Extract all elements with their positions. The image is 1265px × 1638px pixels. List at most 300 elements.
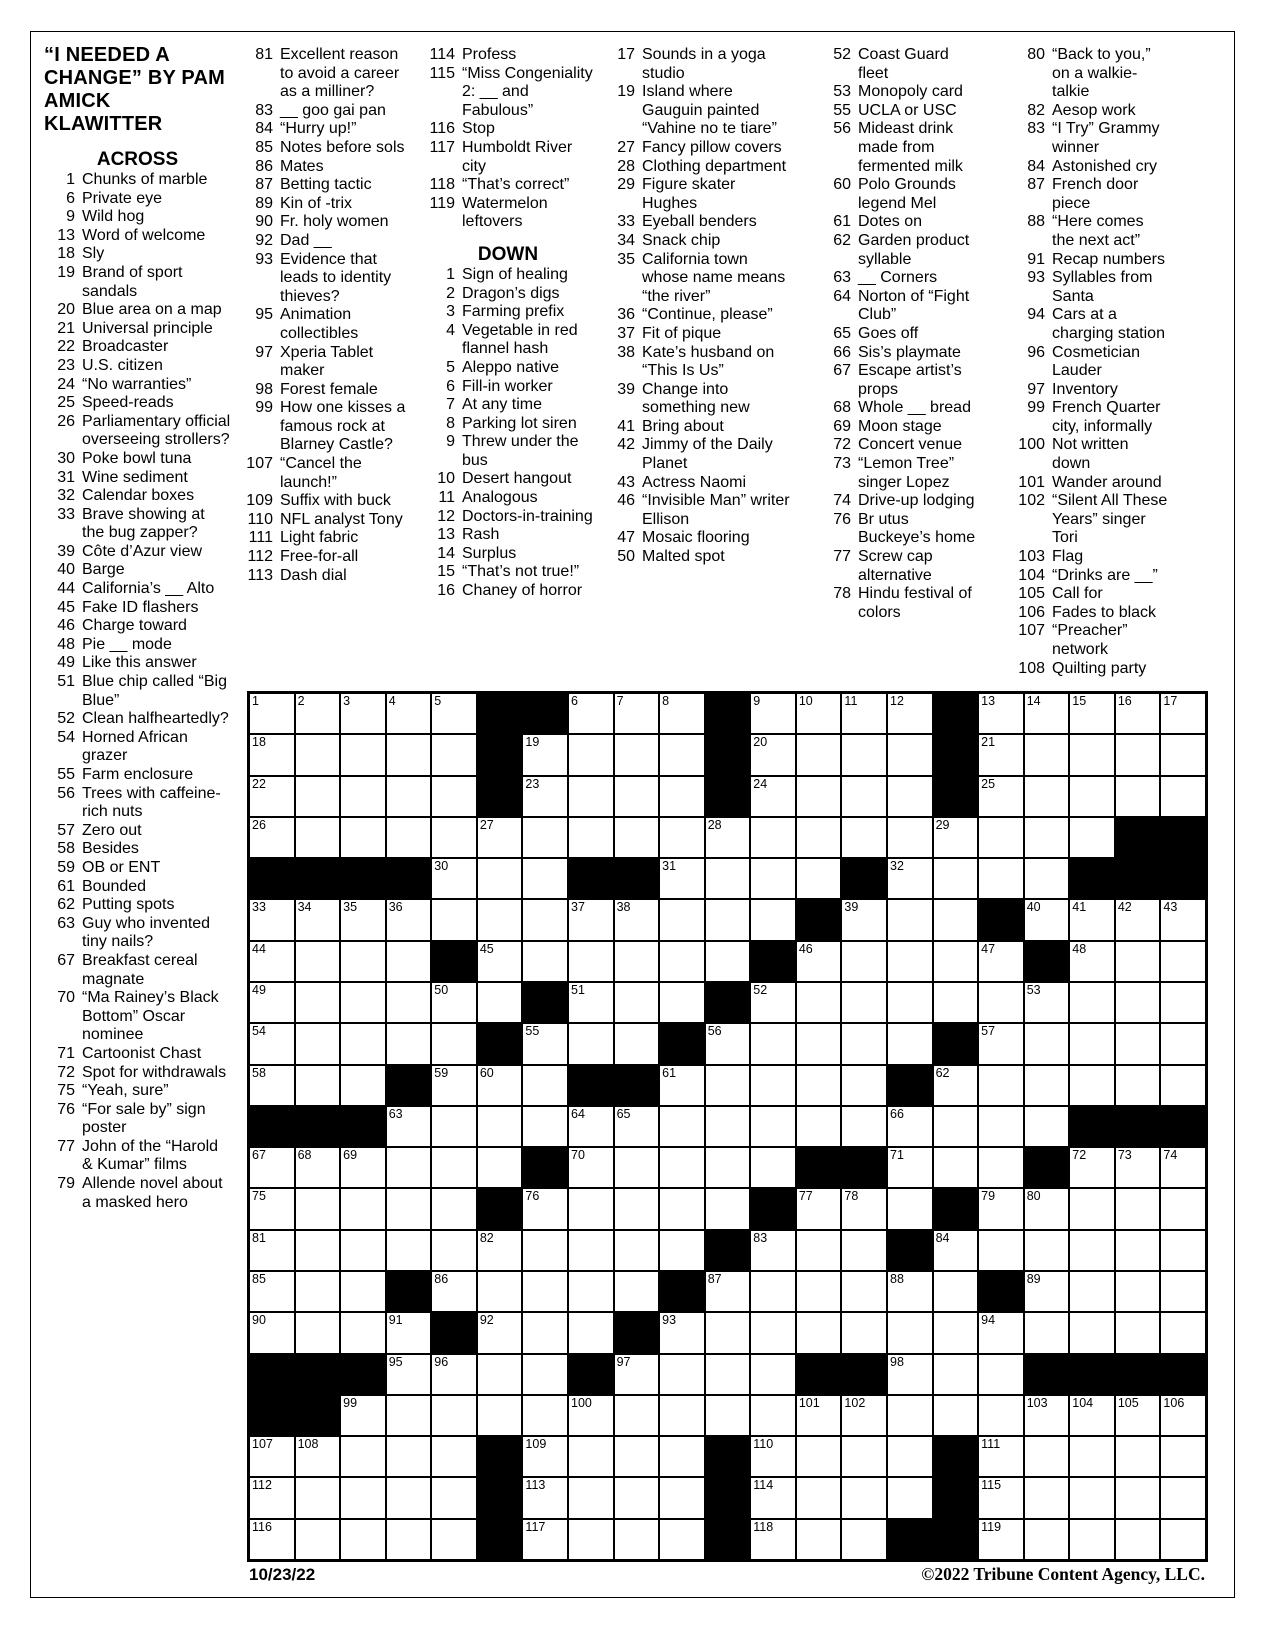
grid-cell[interactable] <box>1116 1313 1160 1352</box>
grid-cell[interactable] <box>660 1396 704 1435</box>
grid-cell[interactable] <box>979 1024 1023 1063</box>
grid-cell[interactable] <box>341 1520 385 1559</box>
grid-cell[interactable] <box>706 1272 750 1311</box>
grid-cell[interactable] <box>842 1107 886 1146</box>
grid-cell[interactable] <box>842 1066 886 1105</box>
grid-cell[interactable] <box>1116 735 1160 774</box>
grid-cell[interactable] <box>341 1024 385 1063</box>
grid-cell[interactable] <box>615 1478 659 1517</box>
grid-cell[interactable] <box>797 983 841 1022</box>
grid-cell[interactable] <box>341 1231 385 1270</box>
grid-cell[interactable] <box>569 942 613 981</box>
grid-cell[interactable] <box>888 1272 932 1311</box>
grid-cell[interactable] <box>706 1313 750 1352</box>
grid-cell[interactable] <box>341 1189 385 1228</box>
grid-cell[interactable] <box>979 1231 1023 1270</box>
grid-cell[interactable] <box>706 900 750 939</box>
grid-cell[interactable] <box>660 1148 704 1187</box>
grid-cell[interactable] <box>751 735 795 774</box>
grid-cell[interactable] <box>979 1107 1023 1146</box>
grid-cell[interactable] <box>432 694 476 733</box>
grid-cell[interactable] <box>296 818 340 857</box>
grid-cell[interactable] <box>1025 859 1069 898</box>
grid-cell[interactable] <box>751 983 795 1022</box>
grid-cell[interactable] <box>660 694 704 733</box>
grid-cell[interactable] <box>934 1396 978 1435</box>
grid-cell[interactable] <box>888 694 932 733</box>
grid-cell[interactable] <box>341 942 385 981</box>
grid-cell[interactable] <box>1025 818 1069 857</box>
grid-cell[interactable] <box>1070 942 1114 981</box>
grid-cell[interactable] <box>387 900 431 939</box>
grid-cell[interactable] <box>432 777 476 816</box>
grid-cell[interactable] <box>615 1396 659 1435</box>
grid-cell[interactable] <box>250 777 294 816</box>
grid-cell[interactable] <box>615 942 659 981</box>
grid-cell[interactable] <box>979 1148 1023 1187</box>
grid-cell[interactable] <box>432 1148 476 1187</box>
grid-cell[interactable] <box>660 1520 704 1559</box>
grid-cell[interactable] <box>706 1107 750 1146</box>
grid-cell[interactable] <box>842 1024 886 1063</box>
grid-cell[interactable] <box>296 1231 340 1270</box>
grid-cell[interactable] <box>432 1437 476 1476</box>
grid-cell[interactable] <box>660 900 704 939</box>
grid-cell[interactable] <box>387 1478 431 1517</box>
grid-cell[interactable] <box>1161 1024 1205 1063</box>
grid-cell[interactable] <box>1116 983 1160 1022</box>
grid-cell[interactable] <box>1025 1272 1069 1311</box>
grid-cell[interactable] <box>842 900 886 939</box>
grid-cell[interactable] <box>478 859 522 898</box>
grid-cell[interactable] <box>432 1107 476 1146</box>
grid-cell[interactable] <box>888 1478 932 1517</box>
grid-cell[interactable] <box>387 942 431 981</box>
grid-cell[interactable] <box>979 1437 1023 1476</box>
grid-cell[interactable] <box>888 1313 932 1352</box>
grid-cell[interactable] <box>296 777 340 816</box>
grid-cell[interactable] <box>296 1189 340 1228</box>
grid-cell[interactable] <box>387 1189 431 1228</box>
grid-cell[interactable] <box>751 1520 795 1559</box>
grid-cell[interactable] <box>706 818 750 857</box>
grid-cell[interactable] <box>478 1272 522 1311</box>
grid-cell[interactable] <box>569 818 613 857</box>
grid-cell[interactable] <box>934 1313 978 1352</box>
grid-cell[interactable] <box>615 1024 659 1063</box>
grid-cell[interactable] <box>706 1189 750 1228</box>
grid-cell[interactable] <box>569 1189 613 1228</box>
grid-cell[interactable] <box>296 735 340 774</box>
grid-cell[interactable] <box>706 1148 750 1187</box>
grid-cell[interactable] <box>934 818 978 857</box>
grid-cell[interactable] <box>387 1148 431 1187</box>
grid-cell[interactable] <box>1025 983 1069 1022</box>
grid-cell[interactable] <box>1025 1066 1069 1105</box>
grid-cell[interactable] <box>250 1272 294 1311</box>
grid-cell[interactable] <box>387 1396 431 1435</box>
grid-cell[interactable] <box>842 1396 886 1435</box>
grid-cell[interactable] <box>1116 1396 1160 1435</box>
grid-cell[interactable] <box>1025 1107 1069 1146</box>
grid-cell[interactable] <box>751 1024 795 1063</box>
grid-cell[interactable] <box>660 735 704 774</box>
grid-cell[interactable] <box>888 942 932 981</box>
grid-cell[interactable] <box>1025 1520 1069 1559</box>
grid-cell[interactable] <box>478 900 522 939</box>
grid-cell[interactable] <box>341 1272 385 1311</box>
grid-cell[interactable] <box>250 1066 294 1105</box>
grid-cell[interactable] <box>1070 735 1114 774</box>
grid-cell[interactable] <box>934 942 978 981</box>
grid-cell[interactable] <box>1070 1313 1114 1352</box>
grid-cell[interactable] <box>751 1148 795 1187</box>
grid-cell[interactable] <box>523 1231 567 1270</box>
grid-cell[interactable] <box>842 1313 886 1352</box>
grid-cell[interactable] <box>569 1520 613 1559</box>
grid-cell[interactable] <box>523 1272 567 1311</box>
grid-cell[interactable] <box>888 735 932 774</box>
grid-cell[interactable] <box>1161 1231 1205 1270</box>
grid-cell[interactable] <box>797 859 841 898</box>
grid-cell[interactable] <box>888 1107 932 1146</box>
grid-cell[interactable] <box>888 1024 932 1063</box>
grid-cell[interactable] <box>569 1272 613 1311</box>
grid-cell[interactable] <box>615 818 659 857</box>
grid-cell[interactable] <box>979 777 1023 816</box>
grid-cell[interactable] <box>934 983 978 1022</box>
grid-cell[interactable] <box>523 1189 567 1228</box>
grid-cell[interactable] <box>341 1396 385 1435</box>
grid-cell[interactable] <box>250 1148 294 1187</box>
grid-cell[interactable] <box>1161 1437 1205 1476</box>
grid-cell[interactable] <box>751 1355 795 1394</box>
grid-cell[interactable] <box>1070 1066 1114 1105</box>
grid-cell[interactable] <box>569 900 613 939</box>
grid-cell[interactable] <box>797 942 841 981</box>
grid-cell[interactable] <box>523 818 567 857</box>
grid-cell[interactable] <box>797 1272 841 1311</box>
grid-cell[interactable] <box>615 983 659 1022</box>
grid-cell[interactable] <box>478 818 522 857</box>
grid-cell[interactable] <box>751 1107 795 1146</box>
grid-cell[interactable] <box>888 1148 932 1187</box>
grid-cell[interactable] <box>1116 1437 1160 1476</box>
grid-cell[interactable] <box>250 983 294 1022</box>
grid-cell[interactable] <box>615 1148 659 1187</box>
grid-cell[interactable] <box>341 983 385 1022</box>
grid-cell[interactable] <box>797 694 841 733</box>
grid-cell[interactable] <box>250 1189 294 1228</box>
grid-cell[interactable] <box>341 1066 385 1105</box>
grid-cell[interactable] <box>660 1313 704 1352</box>
grid-cell[interactable] <box>296 1478 340 1517</box>
grid-cell[interactable] <box>888 900 932 939</box>
grid-cell[interactable] <box>341 735 385 774</box>
grid-cell[interactable] <box>523 777 567 816</box>
grid-cell[interactable] <box>341 1478 385 1517</box>
grid-cell[interactable] <box>387 1520 431 1559</box>
grid-cell[interactable] <box>842 942 886 981</box>
grid-cell[interactable] <box>250 900 294 939</box>
grid-cell[interactable] <box>569 1024 613 1063</box>
grid-cell[interactable] <box>523 1396 567 1435</box>
grid-cell[interactable] <box>296 942 340 981</box>
grid-cell[interactable] <box>615 777 659 816</box>
grid-cell[interactable] <box>979 1355 1023 1394</box>
grid-cell[interactable] <box>979 694 1023 733</box>
grid-cell[interactable] <box>1025 1313 1069 1352</box>
grid-cell[interactable] <box>569 1107 613 1146</box>
grid-cell[interactable] <box>1161 694 1205 733</box>
grid-cell[interactable] <box>1161 942 1205 981</box>
grid-cell[interactable] <box>1161 900 1205 939</box>
grid-cell[interactable] <box>432 1066 476 1105</box>
grid-cell[interactable] <box>797 777 841 816</box>
grid-cell[interactable] <box>660 1189 704 1228</box>
grid-cell[interactable] <box>387 1107 431 1146</box>
grid-cell[interactable] <box>1116 1231 1160 1270</box>
grid-cell[interactable] <box>1070 694 1114 733</box>
grid-cell[interactable] <box>1116 1520 1160 1559</box>
grid-cell[interactable] <box>1116 1024 1160 1063</box>
grid-cell[interactable] <box>432 1231 476 1270</box>
grid-cell[interactable] <box>660 1478 704 1517</box>
grid-cell[interactable] <box>842 777 886 816</box>
grid-cell[interactable] <box>569 1478 613 1517</box>
grid-cell[interactable] <box>250 818 294 857</box>
grid-cell[interactable] <box>706 942 750 981</box>
grid-cell[interactable] <box>660 777 704 816</box>
grid-cell[interactable] <box>250 1313 294 1352</box>
grid-cell[interactable] <box>888 1189 932 1228</box>
grid-cell[interactable] <box>432 1272 476 1311</box>
grid-cell[interactable] <box>615 694 659 733</box>
grid-cell[interactable] <box>797 1066 841 1105</box>
grid-cell[interactable] <box>797 1478 841 1517</box>
grid-cell[interactable] <box>751 1272 795 1311</box>
grid-cell[interactable] <box>296 1437 340 1476</box>
grid-cell[interactable] <box>1161 735 1205 774</box>
grid-cell[interactable] <box>1116 694 1160 733</box>
grid-cell[interactable] <box>1161 1272 1205 1311</box>
grid-cell[interactable] <box>432 735 476 774</box>
grid-cell[interactable] <box>250 1231 294 1270</box>
grid-cell[interactable] <box>569 694 613 733</box>
grid-cell[interactable] <box>751 1437 795 1476</box>
grid-cell[interactable] <box>1070 900 1114 939</box>
grid-cell[interactable] <box>1161 1520 1205 1559</box>
grid-cell[interactable] <box>660 942 704 981</box>
grid-cell[interactable] <box>1161 1148 1205 1187</box>
grid-cell[interactable] <box>296 983 340 1022</box>
grid-cell[interactable] <box>1070 1189 1114 1228</box>
grid-cell[interactable] <box>1070 1478 1114 1517</box>
grid-cell[interactable] <box>432 1520 476 1559</box>
grid-cell[interactable] <box>478 1148 522 1187</box>
grid-cell[interactable] <box>1161 1478 1205 1517</box>
grid-cell[interactable] <box>1070 777 1114 816</box>
grid-cell[interactable] <box>842 1520 886 1559</box>
grid-cell[interactable] <box>1025 1437 1069 1476</box>
grid-cell[interactable] <box>1116 1478 1160 1517</box>
grid-cell[interactable] <box>934 1107 978 1146</box>
grid-cell[interactable] <box>615 1437 659 1476</box>
grid-cell[interactable] <box>1161 983 1205 1022</box>
grid-cell[interactable] <box>797 1437 841 1476</box>
grid-cell[interactable] <box>432 983 476 1022</box>
grid-cell[interactable] <box>432 1189 476 1228</box>
grid-cell[interactable] <box>751 859 795 898</box>
grid-cell[interactable] <box>842 983 886 1022</box>
grid-cell[interactable] <box>751 900 795 939</box>
grid-cell[interactable] <box>1070 1520 1114 1559</box>
grid-cell[interactable] <box>797 1231 841 1270</box>
grid-cell[interactable] <box>432 1355 476 1394</box>
grid-cell[interactable] <box>842 1478 886 1517</box>
grid-cell[interactable] <box>797 735 841 774</box>
grid-cell[interactable] <box>250 942 294 981</box>
grid-cell[interactable] <box>888 818 932 857</box>
grid-cell[interactable] <box>1070 1437 1114 1476</box>
grid-cell[interactable] <box>523 859 567 898</box>
grid-cell[interactable] <box>1070 1148 1114 1187</box>
grid-cell[interactable] <box>296 1272 340 1311</box>
grid-cell[interactable] <box>979 1189 1023 1228</box>
grid-cell[interactable] <box>523 1107 567 1146</box>
grid-cell[interactable] <box>250 1520 294 1559</box>
grid-cell[interactable] <box>1070 983 1114 1022</box>
grid-cell[interactable] <box>1025 1024 1069 1063</box>
grid-cell[interactable] <box>751 777 795 816</box>
grid-cell[interactable] <box>615 1272 659 1311</box>
grid-cell[interactable] <box>888 1355 932 1394</box>
grid-cell[interactable] <box>432 1478 476 1517</box>
grid-cell[interactable] <box>478 1231 522 1270</box>
grid-cell[interactable] <box>1116 1272 1160 1311</box>
grid-cell[interactable] <box>296 1066 340 1105</box>
grid-cell[interactable] <box>1025 900 1069 939</box>
grid-cell[interactable] <box>387 735 431 774</box>
grid-cell[interactable] <box>387 1355 431 1394</box>
grid-cell[interactable] <box>569 1313 613 1352</box>
grid-cell[interactable] <box>569 777 613 816</box>
grid-cell[interactable] <box>1070 818 1114 857</box>
grid-cell[interactable] <box>979 1478 1023 1517</box>
grid-cell[interactable] <box>797 1189 841 1228</box>
grid-cell[interactable] <box>842 1189 886 1228</box>
grid-cell[interactable] <box>569 735 613 774</box>
grid-cell[interactable] <box>934 1148 978 1187</box>
grid-cell[interactable] <box>660 1066 704 1105</box>
grid-cell[interactable] <box>250 694 294 733</box>
grid-cell[interactable] <box>432 1396 476 1435</box>
grid-cell[interactable] <box>250 1437 294 1476</box>
grid-cell[interactable] <box>296 1313 340 1352</box>
grid-cell[interactable] <box>432 859 476 898</box>
grid-cell[interactable] <box>341 777 385 816</box>
grid-cell[interactable] <box>797 1313 841 1352</box>
grid-cell[interactable] <box>523 1066 567 1105</box>
grid-cell[interactable] <box>341 1148 385 1187</box>
grid-cell[interactable] <box>979 983 1023 1022</box>
grid-cell[interactable] <box>615 1520 659 1559</box>
grid-cell[interactable] <box>523 1437 567 1476</box>
grid-cell[interactable] <box>478 1107 522 1146</box>
grid-cell[interactable] <box>478 942 522 981</box>
grid-cell[interactable] <box>387 1437 431 1476</box>
grid-cell[interactable] <box>797 1024 841 1063</box>
grid-cell[interactable] <box>1116 777 1160 816</box>
grid-cell[interactable] <box>523 1520 567 1559</box>
grid-cell[interactable] <box>1070 1272 1114 1311</box>
grid-cell[interactable] <box>1116 1066 1160 1105</box>
grid-cell[interactable] <box>478 1066 522 1105</box>
grid-cell[interactable] <box>842 1437 886 1476</box>
grid-cell[interactable] <box>660 818 704 857</box>
grid-cell[interactable] <box>387 1231 431 1270</box>
grid-cell[interactable] <box>569 1148 613 1187</box>
grid-cell[interactable] <box>660 1107 704 1146</box>
grid-cell[interactable] <box>1116 1148 1160 1187</box>
grid-cell[interactable] <box>615 900 659 939</box>
grid-cell[interactable] <box>523 1355 567 1394</box>
grid-cell[interactable] <box>1070 1396 1114 1435</box>
grid-cell[interactable] <box>751 818 795 857</box>
grid-cell[interactable] <box>842 1272 886 1311</box>
grid-cell[interactable] <box>250 1478 294 1517</box>
grid-cell[interactable] <box>387 1313 431 1352</box>
grid-cell[interactable] <box>296 1520 340 1559</box>
grid-cell[interactable] <box>1025 735 1069 774</box>
grid-cell[interactable] <box>842 735 886 774</box>
grid-cell[interactable] <box>979 818 1023 857</box>
grid-cell[interactable] <box>432 900 476 939</box>
grid-cell[interactable] <box>615 1107 659 1146</box>
grid-cell[interactable] <box>523 942 567 981</box>
grid-cell[interactable] <box>706 1066 750 1105</box>
grid-cell[interactable] <box>842 694 886 733</box>
grid-cell[interactable] <box>660 1437 704 1476</box>
grid-cell[interactable] <box>569 1437 613 1476</box>
grid-cell[interactable] <box>934 1355 978 1394</box>
grid-cell[interactable] <box>751 1231 795 1270</box>
grid-cell[interactable] <box>250 735 294 774</box>
grid-cell[interactable] <box>1161 1313 1205 1352</box>
grid-cell[interactable] <box>1116 942 1160 981</box>
grid-cell[interactable] <box>1161 1396 1205 1435</box>
grid-cell[interactable] <box>660 1231 704 1270</box>
grid-cell[interactable] <box>341 818 385 857</box>
grid-cell[interactable] <box>934 1272 978 1311</box>
grid-cell[interactable] <box>934 1066 978 1105</box>
grid-cell[interactable] <box>296 694 340 733</box>
grid-cell[interactable] <box>751 1066 795 1105</box>
grid-cell[interactable] <box>387 694 431 733</box>
grid-cell[interactable] <box>341 694 385 733</box>
grid-cell[interactable] <box>523 735 567 774</box>
grid-cell[interactable] <box>1161 1189 1205 1228</box>
grid-cell[interactable] <box>660 983 704 1022</box>
grid-cell[interactable] <box>1025 1396 1069 1435</box>
grid-cell[interactable] <box>1070 1024 1114 1063</box>
grid-cell[interactable] <box>387 777 431 816</box>
grid-cell[interactable] <box>296 1024 340 1063</box>
grid-cell[interactable] <box>1116 1189 1160 1228</box>
grid-cell[interactable] <box>615 1355 659 1394</box>
grid-cell[interactable] <box>751 1313 795 1352</box>
grid-cell[interactable] <box>1025 1478 1069 1517</box>
